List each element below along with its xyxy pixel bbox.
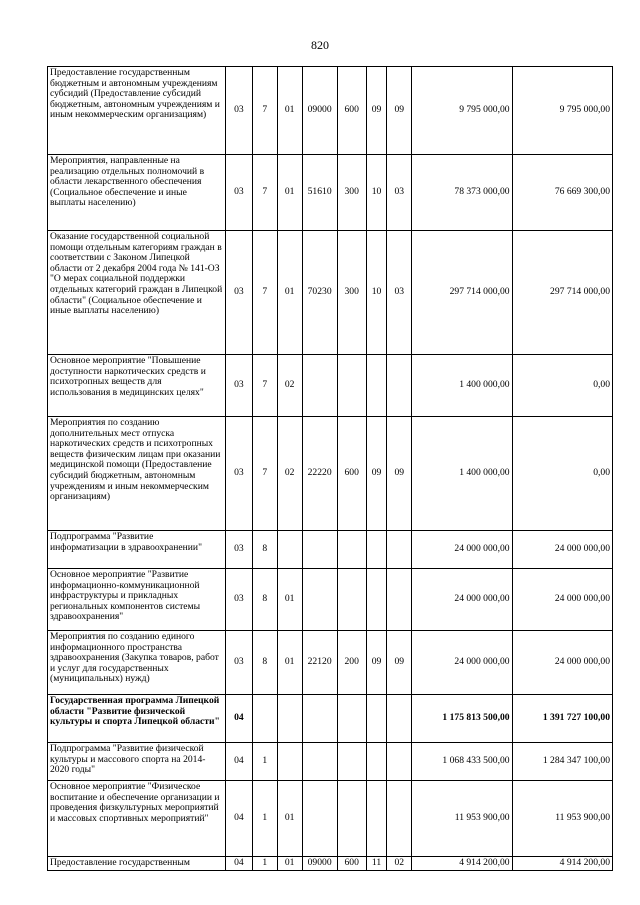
code-section (366, 781, 387, 857)
amount-year-2: 0,00 (512, 355, 612, 417)
code-subsection: 09 (387, 417, 412, 531)
budget-table (47, 66, 613, 871)
row-name: Предоставление государственным (48, 857, 226, 871)
amount-year-1: 297 714 000,00 (412, 231, 512, 355)
code-subsection (387, 743, 412, 781)
amount-year-2: 0,00 (512, 417, 612, 531)
code-subsection (387, 531, 412, 569)
code-expense-type: 600 (337, 417, 366, 531)
amount-year-2: 24 000 000,00 (512, 569, 612, 631)
row-name: Оказание государственной социальной помощи отдельным категориям граждан в соответствии с Законом Липецкой области от 2 декабря 2004 года № 141-ОЗ "О мерах социальной поддержки отдельных категорий граждан в Липецкой области" (Социальное обеспечение и иные выплаты населению) (48, 231, 226, 355)
code-expense-type (337, 695, 366, 743)
code-activity: 01 (277, 155, 302, 231)
amount-year-1: 24 000 000,00 (412, 569, 512, 631)
table-row (48, 743, 613, 781)
code-subprogram: 8 (252, 531, 277, 569)
table-row (48, 231, 613, 355)
row-name: Основное мероприятие "Развитие информационно-коммуникационной инфраструктуры и прикладных региональных компонентов системы здравоохранения" (48, 569, 226, 631)
amount-year-1: 78 373 000,00 (412, 155, 512, 231)
code-expense-type: 300 (337, 155, 366, 231)
code-section: 11 (366, 857, 387, 871)
amount-year-2: 9 795 000,00 (512, 67, 612, 155)
code-subsection: 09 (387, 631, 412, 695)
code-program: 03 (225, 569, 252, 631)
code-direction (302, 355, 337, 417)
code-direction (302, 743, 337, 781)
code-subsection (387, 355, 412, 417)
row-name: Основное мероприятие "Физическое воспитание и обеспечение организации и проведения физкультурных мероприятий и массовых спортивных мероприятий" (48, 781, 226, 857)
code-expense-type: 600 (337, 857, 366, 871)
table-row (48, 67, 613, 155)
code-expense-type (337, 355, 366, 417)
amount-year-2: 24 000 000,00 (512, 531, 612, 569)
code-activity (277, 531, 302, 569)
code-section (366, 355, 387, 417)
code-activity: 02 (277, 355, 302, 417)
code-section (366, 695, 387, 743)
code-expense-type: 200 (337, 631, 366, 695)
code-subprogram: 1 (252, 743, 277, 781)
page-number: 820 (311, 38, 329, 52)
code-subsection (387, 569, 412, 631)
code-direction (302, 781, 337, 857)
code-subprogram: 7 (252, 417, 277, 531)
code-direction (302, 531, 337, 569)
amount-year-1: 1 400 000,00 (412, 355, 512, 417)
code-program: 04 (225, 743, 252, 781)
row-name: Государственная программа Липецкой области "Развитие физической культуры и спорта Липецкой области" (48, 695, 226, 743)
code-expense-type (337, 743, 366, 781)
code-subsection: 03 (387, 231, 412, 355)
code-subsection: 03 (387, 155, 412, 231)
code-subsection (387, 695, 412, 743)
code-activity: 01 (277, 231, 302, 355)
row-name: Мероприятия, направленные на реализацию отдельных полномочий в области лекарственного обеспечения (Социальное обеспечение и иные выплаты населению) (48, 155, 226, 231)
amount-year-1: 9 795 000,00 (412, 67, 512, 155)
code-direction: 22220 (302, 417, 337, 531)
table-row (48, 631, 613, 695)
code-section (366, 743, 387, 781)
code-subprogram: 7 (252, 67, 277, 155)
amount-year-1: 1 175 813 500,00 (412, 695, 512, 743)
code-subprogram: 1 (252, 857, 277, 871)
code-expense-type (337, 569, 366, 631)
code-activity: 01 (277, 631, 302, 695)
code-activity: 01 (277, 67, 302, 155)
code-program: 04 (225, 695, 252, 743)
table-row (48, 857, 613, 871)
code-program: 03 (225, 355, 252, 417)
code-expense-type (337, 531, 366, 569)
amount-year-2: 1 391 727 100,00 (512, 695, 612, 743)
table-row (48, 695, 613, 743)
code-activity: 01 (277, 781, 302, 857)
code-program: 03 (225, 155, 252, 231)
code-activity (277, 743, 302, 781)
code-section: 10 (366, 155, 387, 231)
amount-year-2: 297 714 000,00 (512, 231, 612, 355)
code-section (366, 531, 387, 569)
code-program: 03 (225, 417, 252, 531)
amount-year-1: 1 068 433 500,00 (412, 743, 512, 781)
table-row (48, 781, 613, 857)
code-subprogram: 7 (252, 355, 277, 417)
code-program: 03 (225, 631, 252, 695)
code-direction: 70230 (302, 231, 337, 355)
amount-year-1: 11 953 900,00 (412, 781, 512, 857)
code-program: 04 (225, 857, 252, 871)
row-name: Мероприятия по созданию единого информационного пространства здравоохранения (Закупка товаров, работ и услуг для государственных (муниципальных) нужд) (48, 631, 226, 695)
code-activity: 01 (277, 569, 302, 631)
code-direction: 09000 (302, 857, 337, 871)
row-name: Основное мероприятие "Повышение доступности наркотических средств и психотропных веществ для использования в медицинских целях" (48, 355, 226, 417)
code-subsection: 02 (387, 857, 412, 871)
code-section: 10 (366, 231, 387, 355)
code-program: 03 (225, 67, 252, 155)
code-section: 09 (366, 67, 387, 155)
code-expense-type (337, 781, 366, 857)
code-subprogram: 7 (252, 155, 277, 231)
table-row (48, 569, 613, 631)
table-row (48, 355, 613, 417)
amount-year-2: 24 000 000,00 (512, 631, 612, 695)
code-direction (302, 695, 337, 743)
code-activity: 01 (277, 857, 302, 871)
code-subsection: 09 (387, 67, 412, 155)
code-program: 03 (225, 531, 252, 569)
amount-year-1: 24 000 000,00 (412, 531, 512, 569)
code-expense-type: 300 (337, 231, 366, 355)
row-name: Подпрограмма "Развитие информатизации в здравоохранении" (48, 531, 226, 569)
code-direction: 09000 (302, 67, 337, 155)
code-subsection (387, 781, 412, 857)
code-section: 09 (366, 631, 387, 695)
code-subprogram (252, 695, 277, 743)
amount-year-1: 4 914 200,00 (412, 857, 512, 871)
table-row (48, 155, 613, 231)
amount-year-1: 1 400 000,00 (412, 417, 512, 531)
code-section (366, 569, 387, 631)
amount-year-1: 24 000 000,00 (412, 631, 512, 695)
table-row (48, 417, 613, 531)
row-name: Мероприятия по созданию дополнительных мест отпуска наркотических средств и психотропных веществ физическим лицам при оказании медицинской помощи (Предоставление субсидий бюджетным, автономным учреждениям и иным некоммерческим организациям) (48, 417, 226, 531)
amount-year-2: 76 669 300,00 (512, 155, 612, 231)
code-activity: 02 (277, 417, 302, 531)
code-direction: 22120 (302, 631, 337, 695)
code-subprogram: 1 (252, 781, 277, 857)
code-direction (302, 569, 337, 631)
row-name: Подпрограмма "Развитие физической культуры и массового спорта на 2014-2020 годы" (48, 743, 226, 781)
amount-year-2: 4 914 200,00 (512, 857, 612, 871)
code-activity (277, 695, 302, 743)
code-subprogram: 8 (252, 569, 277, 631)
code-program: 04 (225, 781, 252, 857)
code-subprogram: 7 (252, 231, 277, 355)
table-row (48, 531, 613, 569)
code-section: 09 (366, 417, 387, 531)
code-direction: 51610 (302, 155, 337, 231)
amount-year-2: 11 953 900,00 (512, 781, 612, 857)
row-name: Предоставление государственным бюджетным и автономным учреждениям субсидий (Предоставление субсидий бюджетным, автономным учреждениям и иным некоммерческим организациям) (48, 67, 226, 155)
code-program: 03 (225, 231, 252, 355)
code-subprogram: 8 (252, 631, 277, 695)
code-expense-type: 600 (337, 67, 366, 155)
amount-year-2: 1 284 347 100,00 (512, 743, 612, 781)
